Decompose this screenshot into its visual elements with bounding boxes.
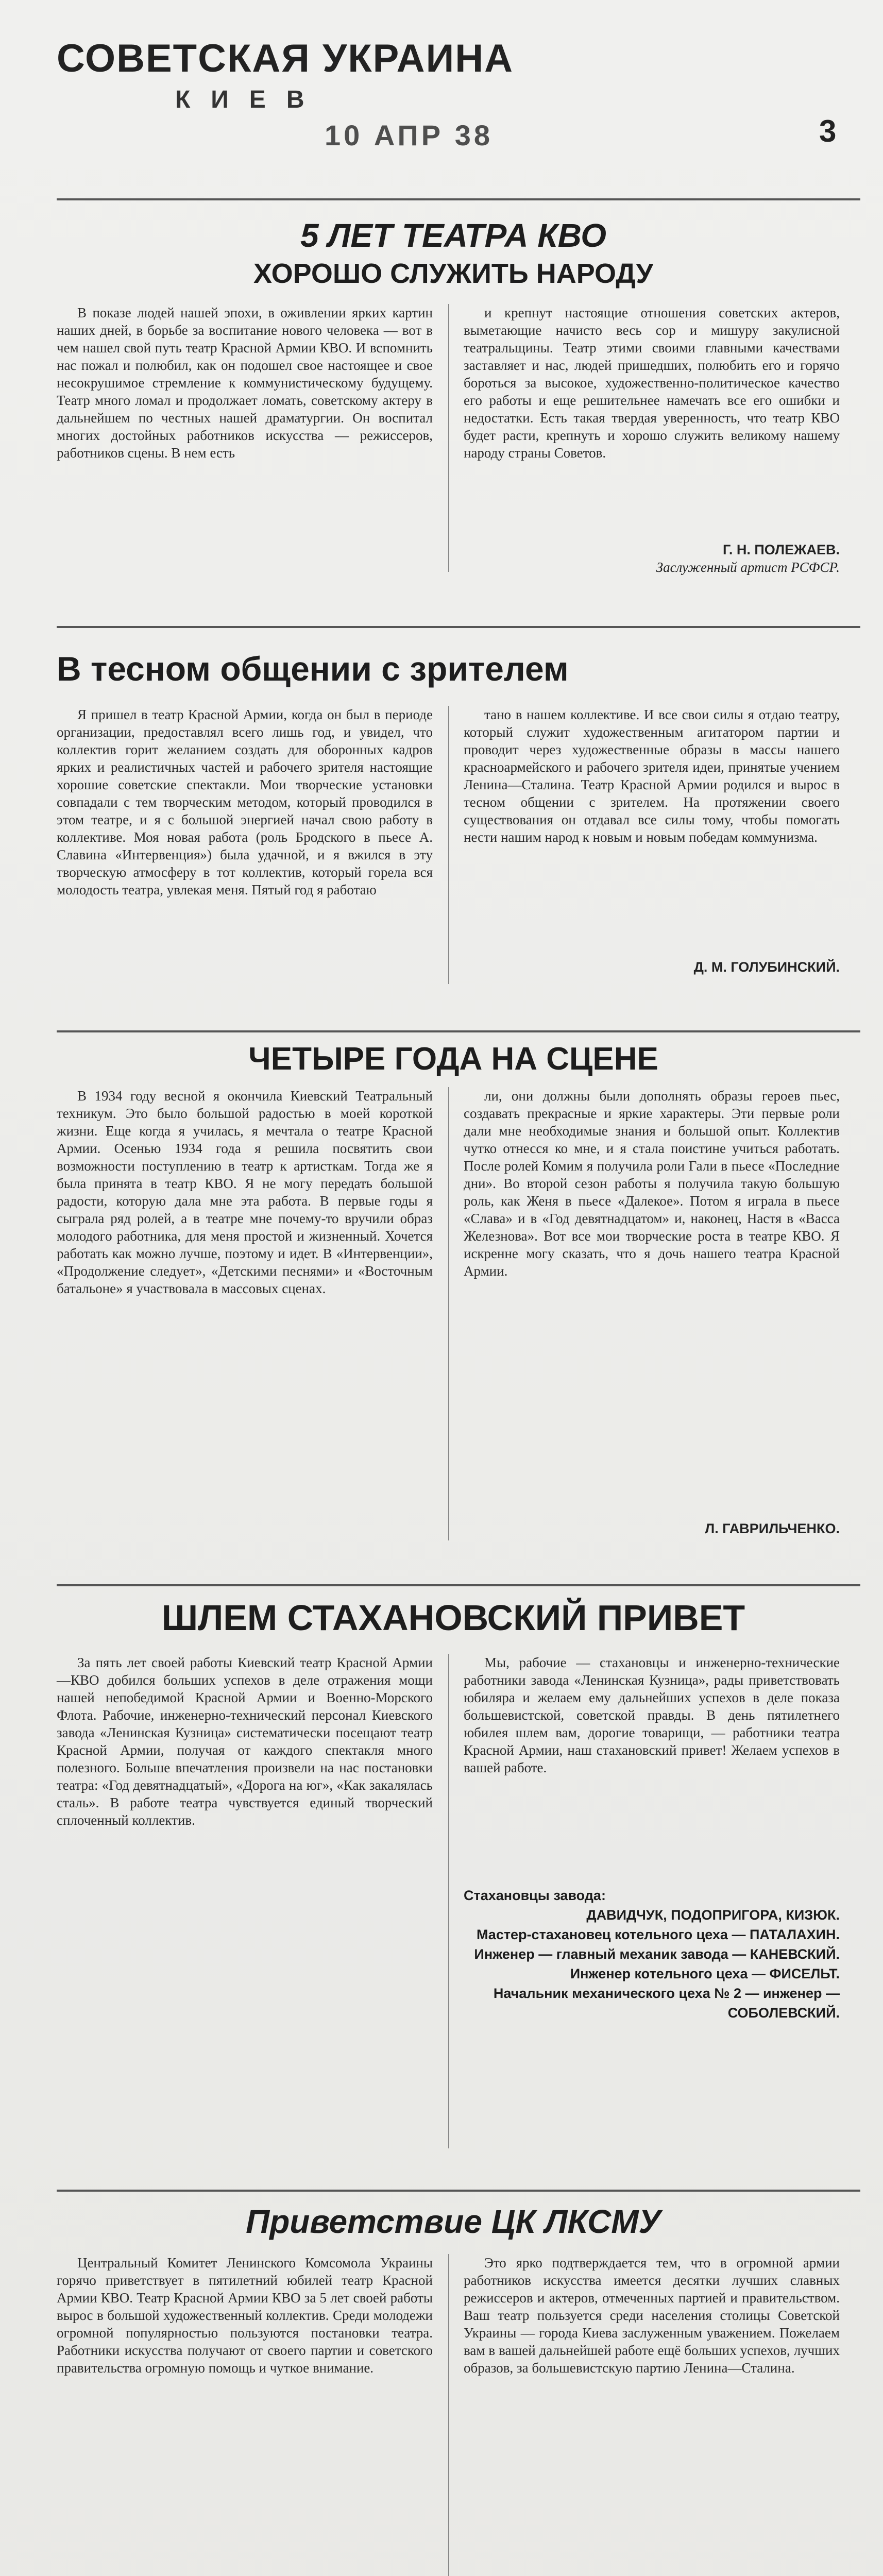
- signatory-line: Инженер котельного цеха — ФИСЕЛЬТ.: [570, 1966, 840, 1981]
- article5-title: Приветствие ЦК ЛКСМУ: [246, 2203, 661, 2240]
- column-divider: [448, 1654, 449, 2148]
- article1-col2: [464, 304, 840, 462]
- article1-signature: [464, 541, 840, 576]
- article5-col2-text: Это ярко подтверждается тем, что в огромной армии работников искусства имеется десятки лучших славных режиссеров и актеров, отмеченных партией и правительством. Ваш театр пользуется среди населения столицы Советской Украины — города Киева заслуженным уважением. Пожелаем вам в вашей дальнейшей работе ещё больших успехов, лучших образов, за большевистскую партию Ленина—Сталина.: [464, 2255, 840, 2376]
- article1-col1-text: В показе людей нашей эпохи, в оживлении ярких картин наших дней, в борьбе за воспитание нового человека — вот в чем нашел свой путь театр Красной Армии КВО. И вспомнить нас пожал и полюбил, как он подошел свое настоящее и свое несокрушимое стремление к коммунистическому будущему. Театр много ломал и продолжает ломать, советскому актеру в дальнейшем по честных нашей драматургии. Он воспитал многих достойных работников искусства — режиссеров, работников сцены. В нем есть: [57, 305, 433, 461]
- article3-col1: [57, 1087, 433, 1297]
- masthead-rule: [57, 198, 860, 200]
- section-rule: [57, 1030, 860, 1032]
- newspaper-title: СОВЕТСКАЯ УКРАИНА: [57, 37, 514, 80]
- article-5-years: [57, 216, 850, 608]
- article5-col1: [57, 2254, 433, 2377]
- signatory-line: Мастер-стахановец котельного цеха — ПАТАЛАХИН.: [476, 1927, 840, 1942]
- article2-col2-text: тано в нашем коллективе. И все свои силы я отдаю театру, который служит художественным агитатором партии и проводит через художественные образы в массы нашего красноармейского и рабочего зрителя идеи, принятые учением Ленина—Сталина. Театр Красной Армии родился и вырос в тесном общении с зрителем. На протяжении своего существования он отдавал все силы тому, чтобы помогать нести нашим народ к новым и новым победам коммунизма.: [464, 707, 840, 845]
- article4-title: ШЛЕМ СТАХАНОВСКИЙ ПРИВЕТ: [161, 1598, 745, 1638]
- article2-col1-text: Я пришел в театр Красной Армии, когда он был в периоде организации, предоставлял всего лишь год, и увидел, что коллектив горит желанием создать для оборонных кадров ярких и реалистичных частей и рабочего зрителя настоящие хорошие советские спектакли. Мои творческие установки совпадали с тем творческим методом, который проводился в этом театре, и я с большой энергией начал свою работу в коллективе. Моя новая работа (роль Бродского в пьесе А. Славина «Интервенция») была удачной, и я вжился в эту творческую атмосферу в тот коллектив, который горела вся молодость театра, увлекая меня. Пятый год я работаю: [57, 707, 433, 897]
- date-stamp: 10 АПР 38: [325, 119, 493, 151]
- article1-col2-text: и крепнут настоящие отношения советских актеров, выметающие начисто весь сор и мишуру закулисной театральщины. Театр этими своими главными качествами заставляет и нас, людей пришедших, полюбить его и горячо бороться за высокое, художественно-политическое качество его работы и еще решительнее намечать все его ошибки и недостатки. Есть такая твердая уверенность, что театр КВО будет расти, крепнуть и хорошо служить великому нашему народу страны Советов.: [464, 305, 840, 461]
- masthead: [57, 36, 840, 191]
- article1-title: ХОРОШО СЛУЖИТЬ НАРОДУ: [253, 258, 654, 289]
- article3-col1-text: В 1934 году весной я окончила Киевский Театральный техникум. Это было большой радостью в моей короткой жизни. Еще когда я училась, я мечтала о театре Красной Армии. Осенью 1934 года я решила посвятить свои возможности поступлению в театр к артисткам. Тогда же я была принята в театр КВО. Я не могу передать большой радости, которую дала мне эта работа. В первые годы я сыграла ряд ролей, а в театре мне почему-то вручили образ молодого работника, для меня простой и жизненный. Хочется работать как можно лучше, поэтому и идет. В «Интервенции», «Продолжение следует», «Детскими песнями» и «Восточным батальоне» я участвовала в массовых сценах.: [57, 1088, 433, 1296]
- newspaper-city: КИЕВ: [175, 86, 325, 113]
- article2-title: В тесном общении с зрителем: [57, 650, 569, 688]
- article2-col1: [57, 706, 433, 899]
- article5-col2: [464, 2254, 840, 2377]
- article1-col1: [57, 304, 433, 462]
- signatory-line: Начальник механического цеха № 2 — инженер — СОБОЛЕВСКИЙ.: [493, 1986, 840, 2021]
- article4-signatures: [464, 1886, 840, 2023]
- article3-col2-text: ли, они должны были дополнять образы героев пьес, создавать прекрасные и яркие характеры. Эти первые роли дали мне необходимые знания и большой опыт. Коллектив чутко отнесся ко мне, и я стала поистине учиться работать. После ролей Комим я получила роли Гали в пьесе «Последние дни». Во второй сезон работы я получила такую большую роль, как Женя в пьесе «Далекое». Потом я играла в пьесе «Слава» и в «Год девятнадцатом» и, наконец, Настя в «Васса Железнова». Вот все мои творческие роста в театре КВО. Я искренне могу сказать, что я дочь нашего театра Красной Армии.: [464, 1088, 840, 1279]
- article-four-years: [57, 1041, 850, 1561]
- article5-col1-text: Центральный Комитет Ленинского Комсомола Украины горячо приветствует в пятилетний юбилей театр Красной Армии КВО. Театр Красной Армии КВО за 5 лет своей работы вырос в большой художественный коллектив. Среди молодежи огромной популярностью пользуются постановки театра. Работники искусства получают от своего партии и советского правительства огромную помощь и чуткое внимание.: [57, 2255, 433, 2376]
- article1-kicker: 5 ЛЕТ ТЕАТРА КВО: [300, 217, 606, 254]
- column-divider: [448, 706, 449, 984]
- article2-col2: [464, 706, 840, 846]
- signatory-line: ДАВИДЧУК, ПОДОПРИГОРА, КИЗЮК.: [586, 1907, 840, 1923]
- article-cc-lksmu: [57, 2202, 850, 2576]
- article3-col2: [464, 1087, 840, 1280]
- article2-signature: Д. М. ГОЛУБИНСКИЙ.: [693, 959, 840, 975]
- article4-col1: [57, 1654, 433, 1829]
- article4-list-title: Стахановцы завода:: [464, 1888, 606, 1903]
- article-close-contact: [57, 649, 850, 1010]
- page-number: 3: [819, 114, 837, 148]
- article4-col2: [464, 1654, 840, 1776]
- section-rule: [57, 2190, 860, 2192]
- article-stakhanov-greeting: [57, 1597, 850, 2159]
- article4-col2-text: Мы, рабочие — стахановцы и инженерно-технические работники завода «Ленинская Кузница», рады приветствовать юбиляра и желаем ему дальнейших успехов в деле показа большевистской, советской правды. В день пятилетнего юбилея шлем вам, дорогие товарищи, — работники театра Красной Армии, наш стахановский привет! Желаем успехов в вашей работе.: [464, 1655, 840, 1775]
- signatory-line: Инженер — главный механик завода — КАНЕВСКИЙ.: [474, 1946, 840, 1962]
- section-rule: [57, 1584, 860, 1586]
- article3-signature: Л. ГАВРИЛЬЧЕНКО.: [705, 1521, 840, 1536]
- article1-signature-role: Заслуженный артист РСФСР.: [656, 560, 840, 575]
- article4-col1-text: За пять лет своей работы Киевский театр Красной Армии—КВО добился больших успехов в деле отражения мощи нашей непобедимой Красной Армии и Военно-Морского Флота. Рабочие, инженерно-технический персонал Киевского завода «Ленинская Кузница» систематически посещают театр Красной Армии, получая от каждого спектакля много полезного. Больше впечатления произвели на нас постановки театра: «Год девятнадцатый», «Дорога на юг», «Как закалялась сталь». В работе театра чувствуется единый творческий сплоченный коллектив.: [57, 1655, 433, 1828]
- section-rule: [57, 626, 860, 628]
- article3-title: ЧЕТЫРЕ ГОДА НА СЦЕНЕ: [248, 1041, 658, 1077]
- article1-signature-name: Г. Н. ПОЛЕЖАЕВ.: [722, 542, 840, 557]
- column-divider: [448, 304, 449, 572]
- column-divider: [448, 2254, 449, 2576]
- column-divider: [448, 1087, 449, 1540]
